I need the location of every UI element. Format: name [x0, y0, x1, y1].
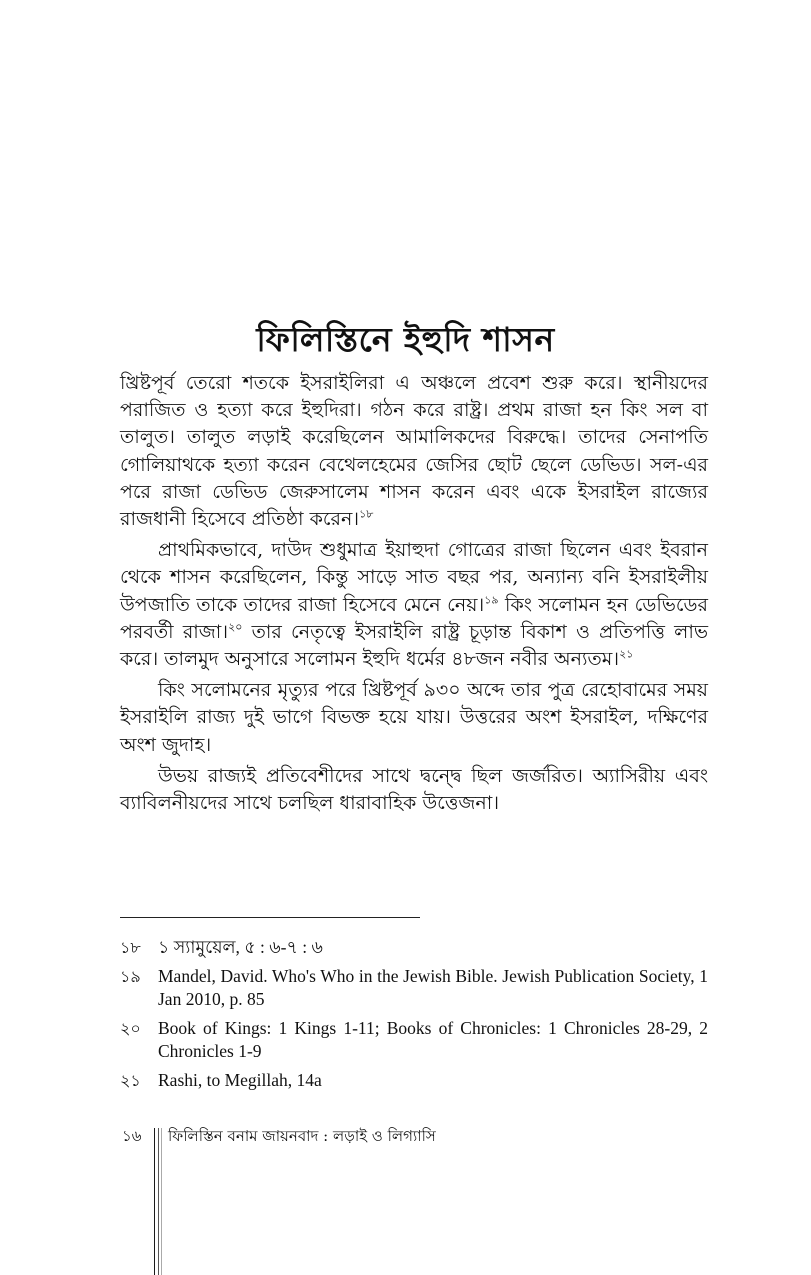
footnote-number: ১৮: [120, 938, 141, 957]
running-footer: [122, 1126, 436, 1146]
paragraph-2: [120, 537, 708, 673]
footnote-ref-20[interactable]: ২০: [228, 620, 243, 634]
footnote-number: ১৯: [120, 967, 141, 986]
paragraph-1-text: খ্রিষ্টপূর্ব তেরো শতকে ইসরাইলিরা এ অঞ্চলে প্রবেশ শুরু করে। স্থানীয়দের পরাজিত ও হত্যা করে ইহুদিরা। গঠন করে রাষ্ট্র। প্রথম রাজা হন কিং সল বা তালুত। তালুত লড়াই করেছিলেন আমালিকদের বিরুদ্ধে। তাদের সেনাপতি গোলিয়াথকে হত্যা করেন বেথেলহেমের জেসির ছোট ছেলে ডেভিড। সল-এর পরে রাজা ডেভিড জেরুসালেম শাসন করেন এবং একে ইসরাইল রাজ্যের রাজধানী হিসেবে প্রতিষ্ঠা করেন।: [120, 372, 708, 531]
footnote-21: [120, 1069, 708, 1092]
footnote-18: [120, 936, 708, 959]
footnote-ref-21[interactable]: ২১: [619, 647, 634, 661]
body-text: [120, 370, 708, 821]
paragraph-2-text-a: প্রাথমিকভাবে, দাউদ শুধুমাত্র ইয়াহুদা গোত্রের রাজা ছিলেন এবং ইবরান থেকে শাসন করেছিলেন, কিন্তু সাড়ে সাত বছর পর, অন্যান্য বনি ইসরাইলীয় উপজাতি তাকে তাদের রাজা হিসেবে মেনে নেয়।: [120, 539, 708, 616]
paragraph-3-text: কিং সলোমনের মৃত্যুর পরে খ্রিষ্টপূর্ব ৯৩০ অব্দে তার পুত্র রেহোবামের সময় ইসরাইলি রাজ্য দুই ভাগে বিভক্ত হয়ে যায়। উত্তরের অংশ ইসরাইল, দক্ষিণের অংশ জুদাহ।: [120, 679, 708, 756]
footnote-text: Book of Kings: 1 Kings 1-11; Books of Chronicles: 1 Chronicles 28-29, 2 Chronicles 1-9: [158, 1018, 708, 1061]
running-header-title: ফিলিস্তিন বনাম জায়নবাদ : লড়াই ও লিগ্যাসি: [168, 1127, 436, 1145]
paragraph-2-text-c: তার নেতৃত্বে ইসরাইলি রাষ্ট্র চূড়ান্ত বিকাশ ও প্রতিপত্তি লাভ করে। তালমুদ অনুসারে সলোমন ইহুদি ধর্মের ৪৮জন নবীর অন্যতম।: [120, 620, 708, 671]
footnote-number: ২১: [120, 1071, 141, 1090]
decorative-vertical-rule: [154, 1128, 155, 1275]
paragraph-4-text: উভয় রাজ্যই প্রতিবেশীদের সাথে দ্বন্দ্বে ছিল জর্জরিত। অ্যাসিরীয় এবং ব্যাবিলনীয়দের সাথে চলছিল ধারাবাহিক উত্তেজনা।: [120, 764, 708, 815]
page-number: ১৬: [122, 1127, 142, 1145]
decorative-vertical-rule: [161, 1128, 162, 1275]
footnote-divider: [120, 917, 420, 918]
chapter-title: ফিলিস্তিনে ইহুদি শাসন: [256, 320, 555, 360]
paragraph-2-text-b: কিং সলোমন হন ডেভিডের পরবর্তী রাজা।: [120, 593, 708, 643]
footnotes: [120, 936, 708, 1098]
paragraph-4: [120, 763, 708, 817]
paragraph-3: [120, 677, 708, 759]
footnote-number: ২০: [120, 1019, 141, 1038]
footnote-ref-19[interactable]: ১৯: [484, 593, 499, 607]
footnote-ref-18[interactable]: ১৮: [359, 507, 374, 521]
footnote-text: Rashi, to Megillah, 14a: [158, 1070, 322, 1090]
footnote-text: Mandel, David. Who's Who in the Jewish Bible. Jewish Publication Society, 1 Jan 2010, p. 85: [158, 966, 708, 1009]
paragraph-1: [120, 370, 708, 533]
decorative-vertical-rule: [158, 1128, 159, 1275]
footnote-20: [120, 1017, 708, 1063]
footnote-19: [120, 965, 708, 1011]
footnote-text: ১ স্যামুয়েল, ৫ : ৬-৭ : ৬: [158, 937, 323, 957]
